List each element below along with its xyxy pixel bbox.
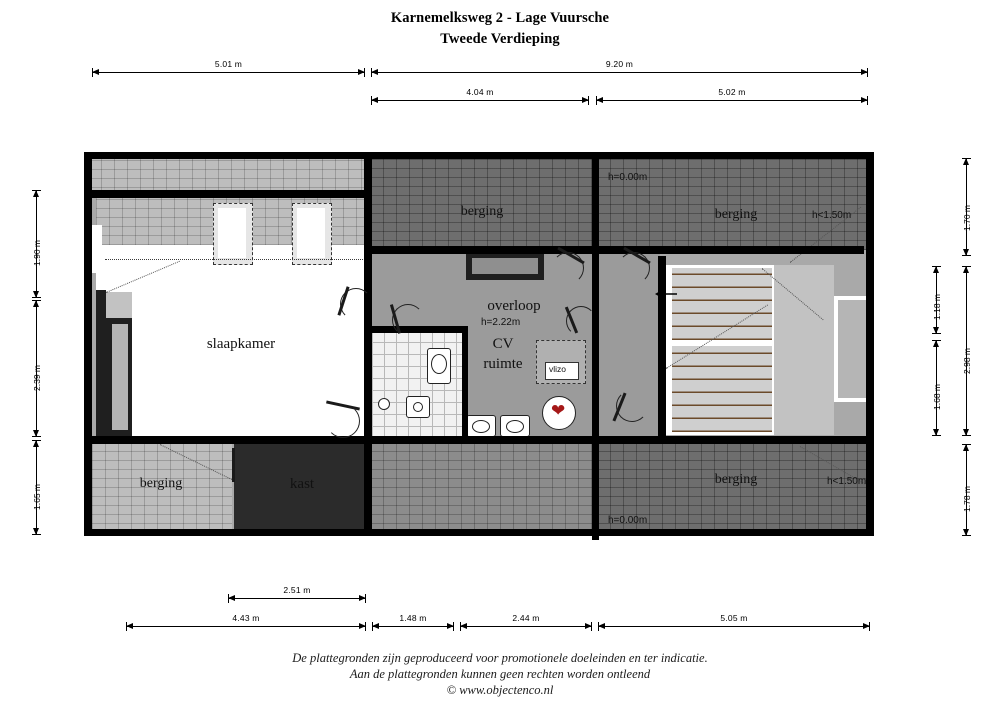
stair-flight-lower (672, 346, 772, 432)
page-subtitle: Tweede Verdieping (440, 31, 560, 47)
dimension-tick (32, 534, 41, 535)
dimension-tick (460, 622, 461, 631)
label-height-bottom-150: h<1.50m (827, 476, 867, 487)
dimension-bottom-2.51m (228, 585, 366, 599)
toilet-bowl-icon-1 (472, 420, 490, 433)
dimension-label: 2.44 m (512, 613, 540, 623)
arrow-left-icon (126, 623, 133, 629)
arrow-left-icon (460, 623, 467, 629)
dimension-tick (591, 622, 592, 631)
dimension-tick (32, 297, 41, 298)
shower-drain-center-icon (413, 402, 423, 412)
dimension-tick (92, 68, 93, 77)
arrow-left-icon (372, 623, 379, 629)
dimension-tick (228, 594, 229, 603)
arrow-left-icon (228, 595, 235, 601)
wall-left-outer (84, 152, 92, 536)
arrow-up-icon (933, 266, 939, 273)
dimension-label: 1.90 m (32, 240, 42, 266)
footer-disclaimer-line2: Aan de plattegronden kunnen geen rechten worden ontleend (349, 667, 651, 681)
wall-horizontal-bottom-divider (92, 436, 874, 444)
dimension-label: 2.98 m (962, 348, 972, 374)
dimension-right-1.70m (962, 158, 972, 256)
dimension-label: 1.68 m (932, 384, 942, 410)
tap-icon (378, 398, 390, 410)
dimension-tick (962, 266, 971, 267)
dimension-label: 5.05 m (720, 613, 748, 623)
dimension-label: 4.43 m (232, 613, 260, 623)
dimension-right-1.68m (932, 340, 942, 436)
door-arc-kast (236, 448, 238, 450)
label-berging-top-left: berging (460, 204, 504, 219)
dimension-tick (598, 622, 599, 631)
bedroom-left-alcove (106, 292, 132, 318)
wall-horizontal-berging-top (364, 246, 864, 254)
dimension-left-1.65m (32, 440, 42, 535)
dimension-tick (32, 300, 41, 301)
wall-horizontal-top-bedroom (92, 190, 368, 198)
dimension-left-1.90m (32, 190, 42, 298)
attic-hatch-middle-bottom (370, 441, 595, 533)
dimension-tick (371, 96, 372, 105)
wall-vertical-hall-stair-lower (592, 250, 599, 540)
dimension-tick (932, 340, 941, 341)
attic-hatch-berging-top-right (597, 155, 874, 250)
attic-hatch-access-inner (472, 258, 538, 274)
label-height-top-000: h=0.00m (608, 172, 648, 183)
dimension-right-2.98m (962, 266, 972, 436)
arrow-left-icon (598, 623, 605, 629)
dimension-label: 1.48 m (399, 613, 427, 623)
dimension-tick (867, 68, 868, 77)
slope-line-bedroom (105, 259, 367, 260)
dimension-tick (372, 622, 373, 631)
label-kast: kast (289, 476, 315, 492)
arrow-up-icon (933, 340, 939, 347)
dimension-tick (962, 535, 971, 536)
wall-left-stub (96, 290, 106, 440)
dimension-tick (588, 96, 589, 105)
dimension-top-5.02m (596, 87, 868, 101)
label-cv-line2: ruimte (483, 356, 523, 372)
door-arc-berging-top-right (618, 252, 650, 284)
dimension-tick (932, 435, 941, 436)
roof-window-1-glass (218, 208, 246, 258)
label-overloop: overloop (487, 298, 541, 314)
dimension-tick (962, 435, 971, 436)
label-berging-bottom-left: berging (139, 476, 183, 491)
wall-vertical-stair-left (658, 256, 666, 442)
dimension-tick (32, 190, 41, 191)
label-overloop-height: h=2.22m (481, 317, 521, 328)
dimension-top-4.04m (371, 87, 589, 101)
footer-disclaimer-line1: De plattegronden zijn geproduceerd voor promotionele doeleinden en ter indicatie. (292, 651, 708, 665)
wall-right-outer (866, 152, 874, 536)
dimension-bottom-5.05m (598, 613, 870, 627)
dimension-bottom-4.43m (126, 613, 366, 627)
dimension-label: 2.39 m (32, 365, 42, 391)
dimension-tick (365, 622, 366, 631)
dimension-top-9.20m (371, 59, 868, 73)
vlizo-label: vlizo (549, 364, 567, 374)
wall-vertical-bathroom (462, 326, 468, 440)
toilet-bowl-icon-2 (506, 420, 524, 433)
dimension-tick (453, 622, 454, 631)
arrow-up-icon (963, 266, 969, 273)
label-berging-top-right: berging (714, 207, 758, 222)
dimension-tick (932, 333, 941, 334)
dimension-bottom-1.48m (372, 613, 454, 627)
arrow-left-icon (371, 69, 378, 75)
label-berging-bottom-right: berging (714, 472, 758, 487)
dimension-label: 4.04 m (466, 87, 494, 97)
dimension-tick (364, 68, 365, 77)
dimension-label: 1.65 m (32, 484, 42, 510)
dimension-label: 1.70 m (962, 205, 972, 231)
heart-icon: ❤ (551, 401, 566, 420)
roof-window-2-glass (297, 208, 325, 258)
stair-landing (774, 265, 834, 435)
arrow-up-icon (33, 440, 39, 447)
footer-copyright: © www.objectenco.nl (446, 683, 554, 697)
page-title: Karnemelksweg 2 - Lage Vuursche (390, 10, 610, 26)
dimension-tick (962, 158, 971, 159)
label-cv-line1: CV (492, 336, 514, 352)
dimension-tick (962, 444, 971, 445)
dimension-left-2.39m (32, 300, 42, 437)
arrow-up-icon (33, 190, 39, 197)
dimension-tick (371, 68, 372, 77)
wall-bottom-outer (84, 529, 874, 536)
dimension-label: 9.20 m (605, 59, 634, 69)
dimension-tick (867, 96, 868, 105)
dimension-label: 5.01 m (214, 59, 243, 69)
dimension-label: 2.51 m (283, 585, 311, 595)
arrow-left-icon (596, 97, 603, 103)
label-height-bottom-000: h=0.00m (608, 515, 648, 526)
dimension-label: 1.18 m (932, 294, 942, 320)
label-slaapkamer: slaapkamer (206, 336, 276, 352)
dimension-top-5.01m (92, 59, 365, 73)
wall-vertical-hall-stair (592, 152, 599, 252)
dimension-tick (365, 594, 366, 603)
label-height-top-150: h<1.50m (812, 210, 852, 221)
dimension-label: 1.78 m (962, 486, 972, 512)
dimension-label: 5.02 m (718, 87, 746, 97)
dimension-right-1.78m (962, 444, 972, 536)
door-leaf-kast (232, 448, 235, 482)
dimension-tick (32, 440, 41, 441)
door-arc-berging-top-left (552, 252, 584, 284)
arrow-left-icon (371, 97, 378, 103)
dimension-tick (32, 436, 41, 437)
bedroom-left-closet-inner (112, 324, 128, 430)
washbasin-bowl-icon (431, 354, 447, 374)
dimension-tick (869, 622, 870, 631)
wall-top-outer (84, 152, 874, 159)
wall-vertical-bedroom-hall (364, 152, 372, 536)
dimension-right-1.18m (932, 266, 942, 334)
dimension-tick (126, 622, 127, 631)
arrow-up-icon (963, 158, 969, 165)
arrow-left-icon (92, 69, 99, 75)
dimension-tick (932, 266, 941, 267)
dimension-tick (596, 96, 597, 105)
dimension-tick (962, 255, 971, 256)
attic-hatch-berging-top-left (370, 155, 595, 250)
arrow-up-icon (963, 444, 969, 451)
stair-flight-upper (672, 268, 772, 340)
arrow-up-icon (33, 300, 39, 307)
dimension-bottom-2.44m (460, 613, 592, 627)
